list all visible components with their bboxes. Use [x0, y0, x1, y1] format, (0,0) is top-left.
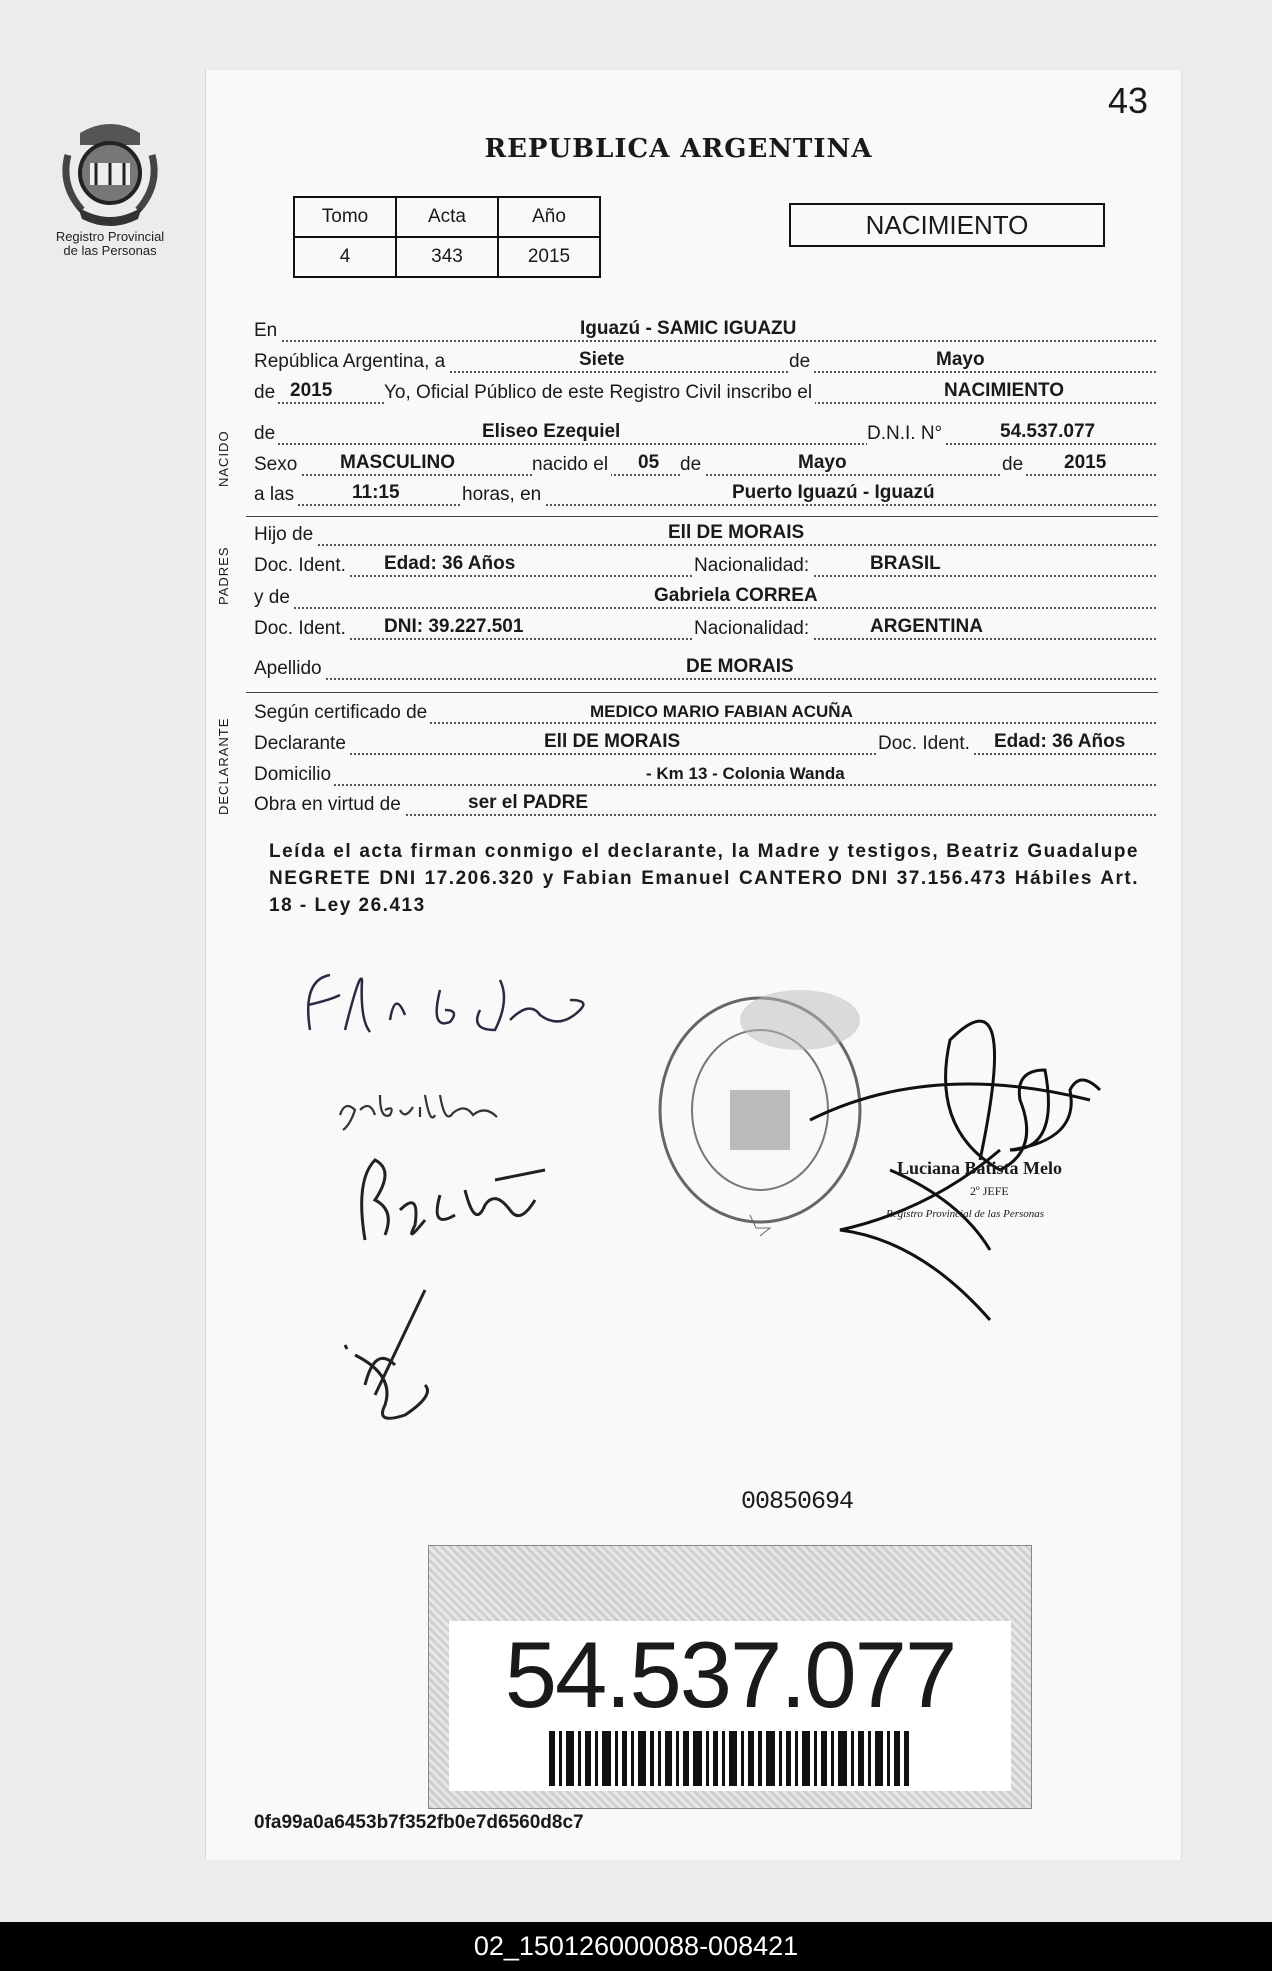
label-doc3: Doc. Ident. [878, 733, 973, 755]
record-table [293, 196, 601, 278]
row-yde [254, 585, 1156, 611]
document-hash: 0fa99a0a6453b7f352fb0e7d6560d8c7 [254, 1812, 584, 1833]
row-obra [254, 792, 1156, 818]
value-padre: Ell DE MORAIS [668, 522, 805, 543]
label-doc1: Doc. Ident. [254, 555, 349, 577]
label-republica: República Argentina, a [254, 351, 448, 373]
label-de4: de [680, 454, 704, 476]
section-divider [246, 516, 1158, 517]
sticker-label [449, 1621, 1011, 1791]
signature-testigo-2 [335, 1285, 465, 1425]
sticker-number: 54.537.077 [504, 1622, 956, 1727]
label-hijo: Hijo de [254, 524, 316, 546]
label-obra: Obra en virtud de [254, 794, 404, 816]
value-nac2: ARGENTINA [870, 616, 983, 637]
section-label-declarante: DECLARANTE [216, 717, 231, 815]
value-segun: MEDICO MARIO FABIAN ACUÑA [590, 702, 853, 721]
label-yo: Yo, Oficial Público de este Registro Civil inscribo el [384, 382, 815, 404]
record-type-box: NACIMIENTO [789, 203, 1105, 247]
value-apellido: DE MORAIS [686, 656, 794, 677]
label-nacido: nacido el [532, 454, 611, 476]
label-horas: horas, en [462, 484, 544, 506]
label-doc2: Doc. Ident. [254, 618, 349, 640]
value-sexo: MASCULINO [340, 452, 456, 473]
barcode-icon [549, 1731, 909, 1786]
footer-filename: 02_150126000088-008421 [0, 1922, 1272, 1971]
value-declarante: Ell DE MORAIS [544, 731, 681, 752]
acta-header: Acta [396, 197, 498, 237]
value-doc3: Edad: 36 Años [994, 731, 1126, 752]
value-hora: 11:15 [352, 482, 400, 503]
tomo-header: Tomo [294, 197, 396, 237]
row-doc1 [254, 553, 1156, 579]
row-sexo [254, 452, 1156, 478]
label-dni: D.N.I. N° [867, 423, 945, 445]
label-apellido: Apellido [254, 658, 325, 680]
label-de2: de [254, 382, 278, 404]
value-doc1: Edad: 36 Años [384, 553, 516, 574]
signature-oficial [780, 950, 1120, 1330]
label-sexo: Sexo [254, 454, 300, 476]
tomo-value: 4 [294, 237, 396, 277]
row-segun [254, 700, 1156, 726]
row-yo [254, 380, 1156, 406]
value-lugar-nac: Puerto Iguazú - Iguazú [732, 482, 935, 503]
row-declarante [254, 731, 1156, 757]
row-apellido [254, 656, 1156, 682]
value-nac-anio: 2015 [1064, 452, 1107, 473]
value-nombre: Eliseo Ezequiel [482, 421, 621, 442]
section-label-padres: PADRES [216, 546, 231, 605]
signature-declarante [300, 960, 600, 1060]
value-domicilio: - Km 13 - Colonia Wanda [646, 764, 845, 783]
document-title: REPUBLICA ARGENTINA [484, 134, 873, 164]
serial-number: 00850694 [741, 1487, 854, 1516]
acta-value: 343 [396, 237, 498, 277]
coat-of-arms-icon [60, 115, 160, 230]
row-nombre [254, 421, 1156, 447]
label-de5: de [1002, 454, 1026, 476]
value-doc2: DNI: 39.227.501 [384, 616, 524, 637]
value-obra: ser el PADRE [468, 792, 589, 813]
row-hora [254, 482, 1156, 508]
label-alas: a las [254, 484, 297, 506]
label-domicilio: Domicilio [254, 764, 334, 786]
logo-caption-1: Registro Provincial [55, 229, 165, 244]
row-republica [254, 349, 1156, 375]
page-number: 43 [1108, 80, 1149, 121]
label-nac1: Nacionalidad: [694, 555, 812, 577]
section-divider-2 [246, 692, 1158, 693]
closing-statement: Leída el acta firman conmigo el declarante, la Madre y testigos, Beatriz Guadalupe NEGRETE DNI 17.206.320 y Fabian Emanuel CANTERO DNI 37.156.473 Hábiles Art. 18 - Ley 26.413 [269, 841, 1139, 916]
value-nac1: BRASIL [870, 553, 941, 574]
label-en: En [254, 320, 280, 342]
label-de: de [789, 351, 813, 373]
value-nac-dia: 05 [638, 452, 660, 473]
logo-caption-2: de las Personas [63, 243, 157, 258]
row-doc2 [254, 616, 1156, 642]
label-segun: Según certificado de [254, 702, 430, 724]
signature-madre [335, 1085, 505, 1135]
signature-testigo-1 [345, 1150, 565, 1260]
row-domicilio [254, 762, 1156, 788]
label-nac2: Nacionalidad: [694, 618, 812, 640]
value-nac-mes: Mayo [798, 452, 847, 473]
official-name: Luciana Batista Melo [897, 1158, 1062, 1178]
official-role: 2º JEFE [970, 1184, 1009, 1198]
label-de3: de [254, 423, 278, 445]
id-sticker [428, 1545, 1032, 1809]
label-declarante: Declarante [254, 733, 349, 755]
value-anio: 2015 [290, 380, 333, 401]
label-yde: y de [254, 587, 293, 609]
official-office: Registro Provincial de las Personas [886, 1208, 1045, 1220]
value-inscribo: NACIMIENTO [944, 380, 1064, 401]
section-label-nacido: NACIDO [216, 430, 231, 487]
value-dia: Siete [579, 349, 625, 370]
anio-header: Año [498, 197, 600, 237]
value-madre: Gabriela CORREA [654, 585, 818, 606]
value-lugar-registro: Iguazú - SAMIC IGUAZU [580, 318, 797, 339]
row-en [254, 318, 1156, 344]
value-dni: 54.537.077 [1000, 421, 1096, 442]
anio-value: 2015 [498, 237, 600, 277]
value-mes: Mayo [936, 349, 985, 370]
row-hijo [254, 522, 1156, 548]
